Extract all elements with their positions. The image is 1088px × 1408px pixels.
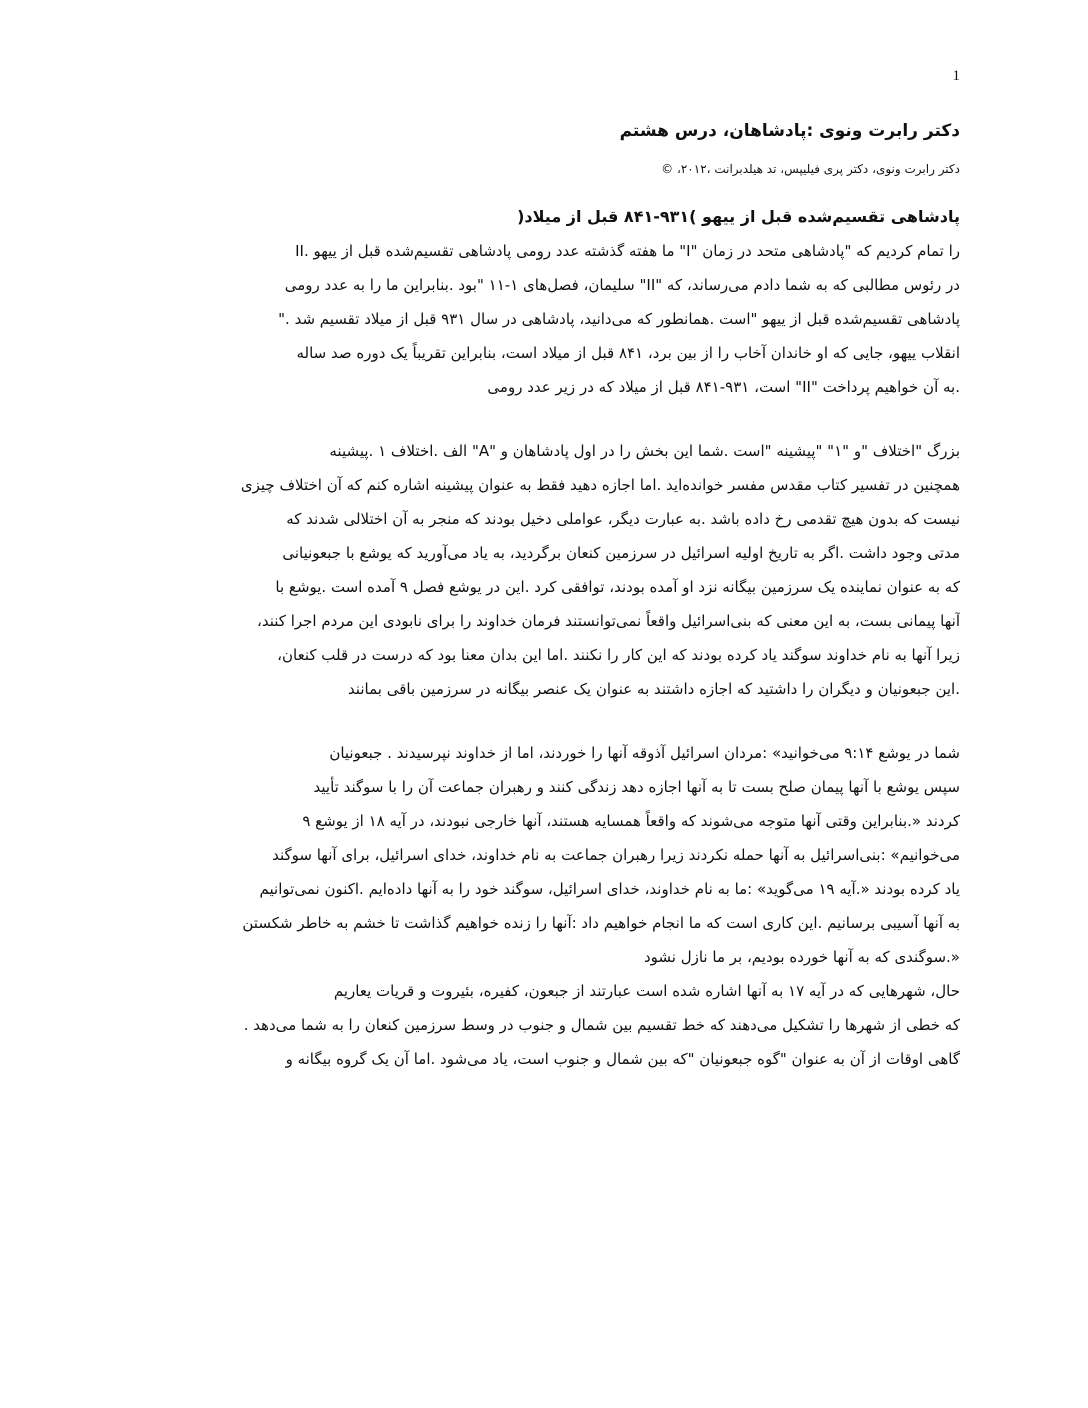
text-line: یاد کرده بودند «.آیه ۱۹ می‌گوید» :ما به نام خداوند، خدای اسرائیل، سوگند خود را به آنها داده‌ایم .اکنون نمی‌توانیم (259, 880, 960, 898)
text-line: بزرگ "اختلاف "و "۱" "پیشینه "است .شما این بخش را در اول پادشاهان و "A" الف .اختلاف ۱ .پیشینه (329, 442, 960, 460)
paragraph-4 (128, 974, 960, 1076)
text-line: نیست که بدون هیچ تقدمی رخ داده باشد .به عبارت دیگر، عواملی دخیل بودند که منجر به آن اختلالی شدند که (286, 510, 960, 528)
text-line: مدتی وجود داشت .اگر به تاریخ اولیه اسرائیل در سرزمین کنعان برگردید، به یاد می‌آورید که یوشع با جبعونیانی (282, 544, 960, 562)
copyright-credit: دکتر رابرت ونوی، دکتر پری فیلیپس، تد هیلدبرانت ،۲۰۱۲، © (661, 162, 960, 176)
text-line: گاهی اوقات از آن به عنوان "گوه جبعونیان "که بین شمال و جنوب است، یاد می‌شود .اما آن یک گروه بیگانه و (285, 1050, 960, 1068)
paragraph-2 (128, 434, 960, 706)
document-body (128, 118, 960, 1076)
page-number: 1 (952, 68, 960, 84)
paragraph-3 (128, 736, 960, 974)
text-line: می‌خوانیم» :بنی‌اسرائیل به آنها حمله نکردند زیرا رهبران جماعت به نام خداوند، خدای اسرائیل، برای آنها سوگند (272, 846, 960, 864)
text-line: همچنین در تفسیر کتاب مقدس مفسر خوانده‌اید .اما اجازه دهید فقط به عنوان پیشینه اشاره کنم که آن اختلاف چیزی (240, 476, 960, 494)
text-line: سپس یوشع با آنها پیمان صلح بست تا به آنها اجازه دهد زندگی کنند و رهبران جماعت آن را با سوگند تأیید (313, 778, 960, 796)
text-line: شما در یوشع ۹:۱۴ می‌خوانید» :مردان اسرائیل آذوقه آنها را خوردند، اما از خداوند نپرسیدند . جبعونیان (329, 744, 960, 762)
document-title: دکتر رابرت ونوی :پادشاهان، درس هشتم (619, 121, 960, 141)
text-line: را تمام کردیم که "پادشاهی متحد در زمان "I" ما هفته گذشته عدد رومی پادشاهی تقسیم‌شده قبل از ییهو .II (295, 242, 960, 260)
section-heading: پادشاهی تقسیم‌شده قبل از ییهو )۹۳۱-۸۴۱ قبل از میلاد( (517, 207, 960, 226)
text-line: در رئوس مطالبی که به شما دادم می‌رساند، که "II" سلیمان، فصل‌های ۱-۱۱ "بود .بنابراین ما را به عدد رومی (284, 276, 960, 294)
text-line: آنها پیمانی بست، به این معنی که بنی‌اسرائیل واقعاً نمی‌توانستند فرمان خداوند را برای نابودی این مردم اجرا کنند، (257, 612, 960, 630)
text-line: پادشاهی تقسیم‌شده قبل از ییهو "است .همانطور که می‌دانید، پادشاهی در سال ۹۳۱ قبل از میلاد تقسیم شد ." (278, 310, 960, 328)
text-line: .این جبعونیان و دیگران را داشتید که اجازه داشتند به عنوان یک عنصر بیگانه در سرزمین باقی بمانند (347, 680, 960, 698)
text-line: «.سوگندی که به آنها خورده بودیم، بر ما نازل نشود (643, 948, 960, 966)
text-line: که به عنوان نماینده یک سرزمین بیگانه نزد او آمده بودند، توافقی کرد .این در یوشع فصل ۹ آمده است .یوشع با (275, 578, 960, 596)
text-line: کردند «.بنابراین وقتی آنها متوجه می‌شوند که واقعاً همسایه هستند، آنها خارجی نبودند، در آیه ۱۸ از یوشع ۹ (302, 812, 960, 830)
text-line: که خطی از شهرها را تشکیل می‌دهند که خط تقسیم بین شمال و جنوب در وسط سرزمین کنعان را به شما می‌دهد . (243, 1016, 960, 1034)
text-line: انقلاب ییهو، جایی که او خاندان آخاب را از بین برد، ۸۴۱ قبل از میلاد است، بنابراین تقریباً یک دوره صد ساله (296, 344, 960, 362)
text-line: زیرا آنها به نام خداوند سوگند یاد کرده بودند که این کار را نکنند .اما این بدان معنا بود که درست در قلب کنعان، (277, 646, 960, 664)
text-line: .به آن خواهیم پرداخت "II" است، ۹۳۱-۸۴۱ قبل از میلاد که در زیر عدد رومی (487, 378, 960, 396)
text-line: حال، شهرهایی که در آیه ۱۷ به آنها اشاره شده است عبارتند از جبعون، کفیره، بئیروت و قریات یعاریم (333, 982, 960, 1000)
paragraph-1 (128, 234, 960, 404)
text-line: به آنها آسیبی برسانیم .این کاری است که ما انجام خواهیم داد :آنها را زنده خواهیم گذاشت تا خشم به خاطر شکستن (242, 914, 960, 932)
